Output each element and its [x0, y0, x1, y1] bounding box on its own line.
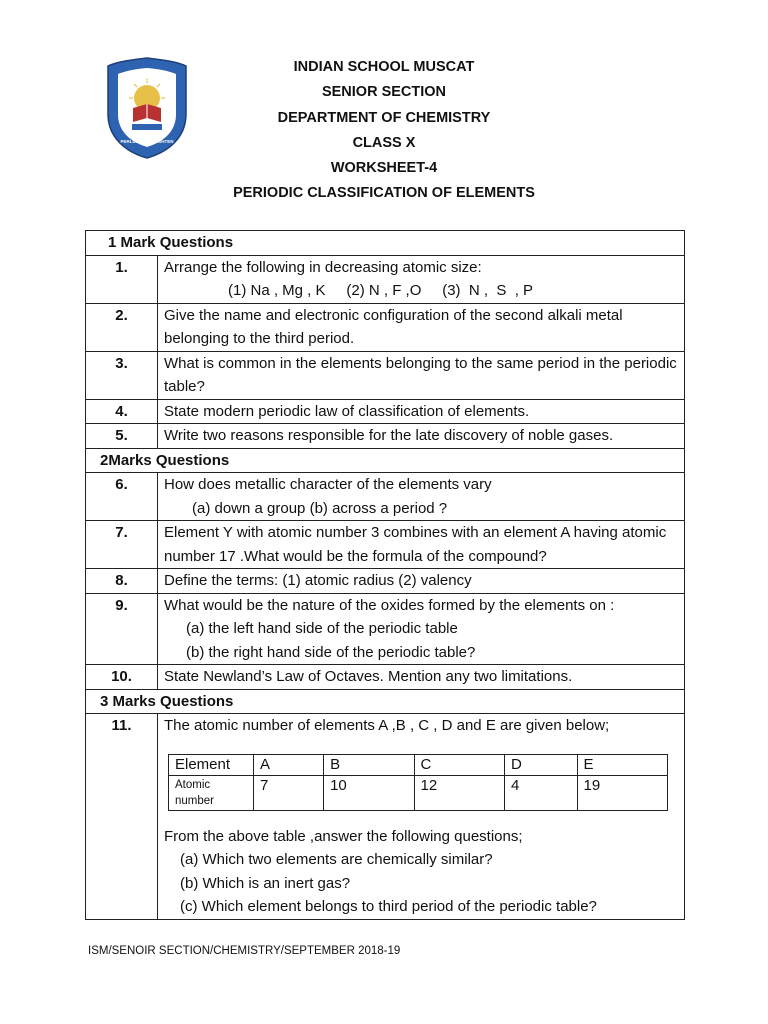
question-text: [158, 255, 685, 303]
question-sub: (a) down a group (b) across a period ?: [192, 499, 448, 517]
table-cell: 4: [504, 775, 577, 810]
question-sub: (c) Which element belongs to third period of the periodic table?: [180, 898, 597, 915]
question-sub: (1) Na , Mg , K (2) N , F ,O (3) N , S , P: [228, 282, 534, 299]
question-number: 6.: [86, 473, 158, 521]
school-logo: [106, 56, 188, 160]
document-header: [180, 55, 588, 207]
question-row: [86, 569, 685, 594]
worksheet-number: WORKSHEET-4: [330, 160, 438, 177]
table-cell: E: [577, 754, 667, 775]
question-text: [158, 714, 685, 920]
question-row: [86, 424, 685, 449]
question-sub: (a) the left hand side of the periodic table: [186, 620, 458, 637]
question-text: [158, 473, 685, 521]
page-footer: ISM/SENOIR SECTION/CHEMISTRY/SEPTEMBER 2018-19: [88, 945, 401, 957]
question-stem: Arrange the following in decreasing atomic size:: [164, 258, 482, 276]
question-text: [158, 593, 685, 665]
question-row: [86, 303, 685, 351]
department-name: DEPARTMENT OF CHEMISTRY: [277, 109, 491, 126]
question-number: 10.: [86, 665, 158, 690]
question-row: [86, 473, 685, 521]
atomic-number-table: [168, 754, 668, 811]
class-name: CLASS X: [352, 134, 416, 151]
question-number: 11.: [86, 714, 158, 920]
question-row: [86, 593, 685, 665]
question-text: Write two reasons responsible for the late discovery of noble gases.: [158, 424, 685, 449]
worksheet-title: PERIODIC CLASSIFICATION OF ELEMENTS: [233, 185, 535, 202]
section-heading-2-marks: 2Marks Questions: [86, 448, 685, 473]
table-cell: C: [414, 754, 504, 775]
question-row: [86, 351, 685, 399]
question-text: State modern periodic law of classification of elements.: [158, 399, 685, 424]
table-cell: 10: [324, 775, 414, 810]
section-row: [86, 231, 685, 256]
section-row: [86, 689, 685, 714]
section-heading-3-marks: 3 Marks Questions: [86, 689, 685, 714]
question-stem: The atomic number of elements A ,B , C , D and E are given below;: [164, 717, 610, 734]
section-heading-1-mark: 1 Mark Questions: [86, 231, 685, 256]
table-cell: D: [504, 754, 577, 775]
question-row: [86, 665, 685, 690]
question-text: State Newland’s Law of Octaves. Mention any two limitations.: [158, 665, 685, 690]
question-sub: (b) the right hand side of the periodic table?: [186, 643, 476, 661]
question-number: 7.: [86, 521, 158, 569]
question-number: 1.: [86, 255, 158, 303]
logo-top-text: INDIAN SCHOOL MUSCAT: [118, 77, 176, 82]
section-row: [86, 448, 685, 473]
question-row: [86, 521, 685, 569]
table-cell: 19: [577, 775, 667, 810]
section-name: SENIOR SECTION: [321, 84, 447, 101]
question-stem: How does metallic character of the elements vary: [164, 476, 492, 493]
question-text: What is common in the elements belonging to the same period in the periodic table?: [158, 351, 685, 399]
table-cell: 7: [254, 775, 324, 810]
question-text: Give the name and electronic configuration of the second alkali metal belonging to the third period.: [158, 303, 685, 351]
question-stem: What would be the nature of the oxides formed by the elements on :: [164, 596, 615, 614]
question-sub: (b) Which is an inert gas?: [180, 874, 351, 892]
question-number: 8.: [86, 569, 158, 594]
question-text: Element Y with atomic number 3 combines with an element A having atomic number 17 .What would be the formula of the compound?: [158, 521, 685, 569]
school-name: INDIAN SCHOOL MUSCAT: [293, 59, 475, 75]
question-stem: From the above table ,answer the following questions;: [164, 827, 523, 845]
table-row-label: Element: [169, 754, 254, 775]
question-text: Define the terms: (1) atomic radius (2) valency: [158, 569, 685, 594]
question-row: [86, 255, 685, 303]
table-cell: A: [254, 754, 324, 775]
question-number: 5.: [86, 424, 158, 449]
table-cell: 12: [414, 775, 504, 810]
table-row: [169, 754, 668, 775]
table-row-label: Atomic number: [169, 775, 254, 810]
question-number: 3.: [86, 351, 158, 399]
questions-table: [85, 230, 685, 920]
logo-bottom-text: PERLUS TO ENLIGHTEN: [120, 139, 174, 144]
question-sub: (a) Which two elements are chemically similar?: [180, 851, 493, 868]
table-row: [169, 775, 668, 810]
question-row: [86, 714, 685, 920]
table-cell: B: [324, 754, 414, 775]
question-number: 9.: [86, 593, 158, 665]
question-row: [86, 399, 685, 424]
question-number: 4.: [86, 399, 158, 424]
question-number: 2.: [86, 303, 158, 351]
